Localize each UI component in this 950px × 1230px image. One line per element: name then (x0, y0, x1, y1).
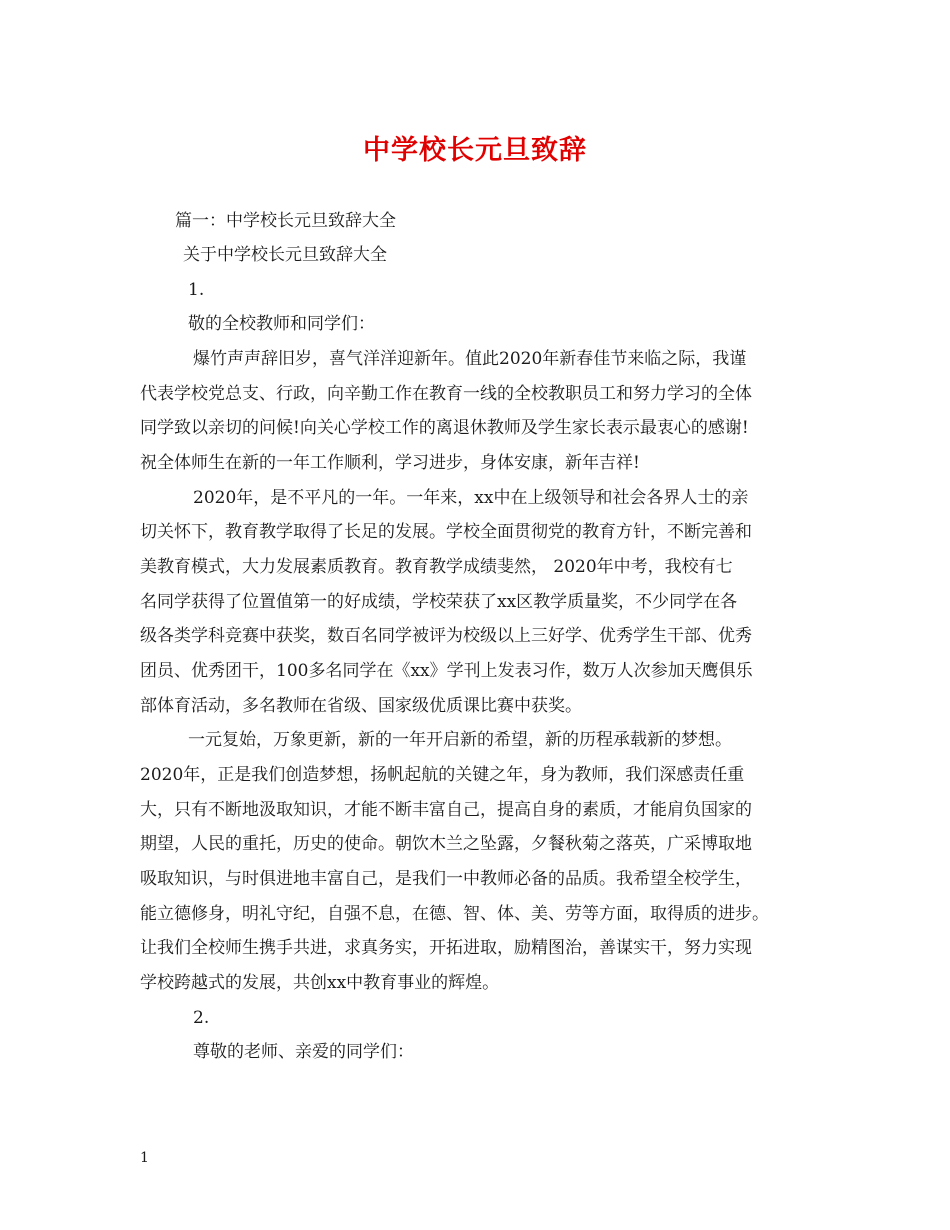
subheading: 关于中学校长元旦致辞大全 (183, 245, 387, 265)
paragraph-line: 部体育活动，多名教师在省级、国家级优质课比赛中获奖。 (140, 696, 582, 716)
paragraph-line: 2020年，是不平凡的一年。一年来，xx中在上级领导和社会各界人士的亲 (193, 488, 749, 508)
paragraph-line: 切关怀下，教育教学取得了长足的发展。学校全面贯彻党的教育方针，不断完善和 (140, 522, 752, 542)
item-number: 2. (193, 1008, 210, 1028)
page-number: 1 (140, 1150, 149, 1166)
paragraph-line: 美教育模式，大力发展素质教育。教育教学成绩斐然， 2020年中考，我校有七 (140, 557, 733, 577)
document-title: 中学校长元旦致辞 (363, 135, 587, 166)
paragraph-line: 代表学校党总支、行政，向辛勤工作在教育一线的全校教职员工和努力学习的全体 (140, 384, 752, 404)
paragraph-line: 爆竹声声辞旧岁，喜气洋洋迎新年。值此2020年新春佳节来临之际，我谨 (193, 349, 747, 369)
paragraph-line: 大，只有不断地汲取知识，才能不断丰富自己，提高自身的素质，才能肩负国家的 (140, 800, 752, 820)
paragraph-line: 级各类学科竞赛中获奖，数百名同学被评为校级以上三好学、优秀学生干部、优秀 (140, 626, 752, 646)
paragraph-line: 期望，人民的重托，历史的使命。朝饮木兰之坠露，夕餐秋菊之落英，广采博取地 (140, 834, 752, 854)
paragraph-line: 吸取知识，与时俱进地丰富自己，是我们一中教师必备的品质。我希望全校学生， (140, 869, 752, 889)
paragraph-line: 团员、优秀团干，100多名同学在《xx》学刊上发表习作，数万人次参加天鹰俱乐 (140, 661, 753, 681)
paragraph-line: 祝全体师生在新的一年工作顺利，学习进步，身体安康，新年吉祥! (140, 453, 640, 473)
paragraph-line: 一元复始，万象更新，新的一年开启新的希望，新的历程承载新的梦想。 (188, 730, 732, 750)
paragraph-line: 名同学获得了位置值第一的好成绩，学校荣获了xx区教学质量奖，不少同学在各 (140, 592, 738, 612)
paragraph-line: 2020年，正是我们创造梦想，扬帆起航的关键之年，身为教师，我们深感责任重 (140, 765, 745, 785)
section-heading: 篇一：中学校长元旦致辞大全 (175, 211, 396, 231)
paragraph-line: 让我们全校师生携手共进，求真务实，开拓进取，励精图治，善谋实干，努力实现 (140, 938, 752, 958)
paragraph-line: 同学致以亲切的问候!向关心学校工作的离退休教师及学生家长表示最衷心的感谢! (140, 418, 749, 438)
salutation: 敬的全校教师和同学们： (188, 314, 375, 334)
paragraph-line: 学校跨越式的发展，共创xx中教育事业的辉煌。 (140, 973, 500, 993)
paragraph-line: 能立德修身，明礼守纪，自强不息，在德、智、体、美、劳等方面，取得质的进步。 (140, 904, 769, 924)
salutation: 尊敬的老师、亲爱的同学们： (193, 1042, 414, 1062)
item-number: 1. (188, 280, 205, 300)
